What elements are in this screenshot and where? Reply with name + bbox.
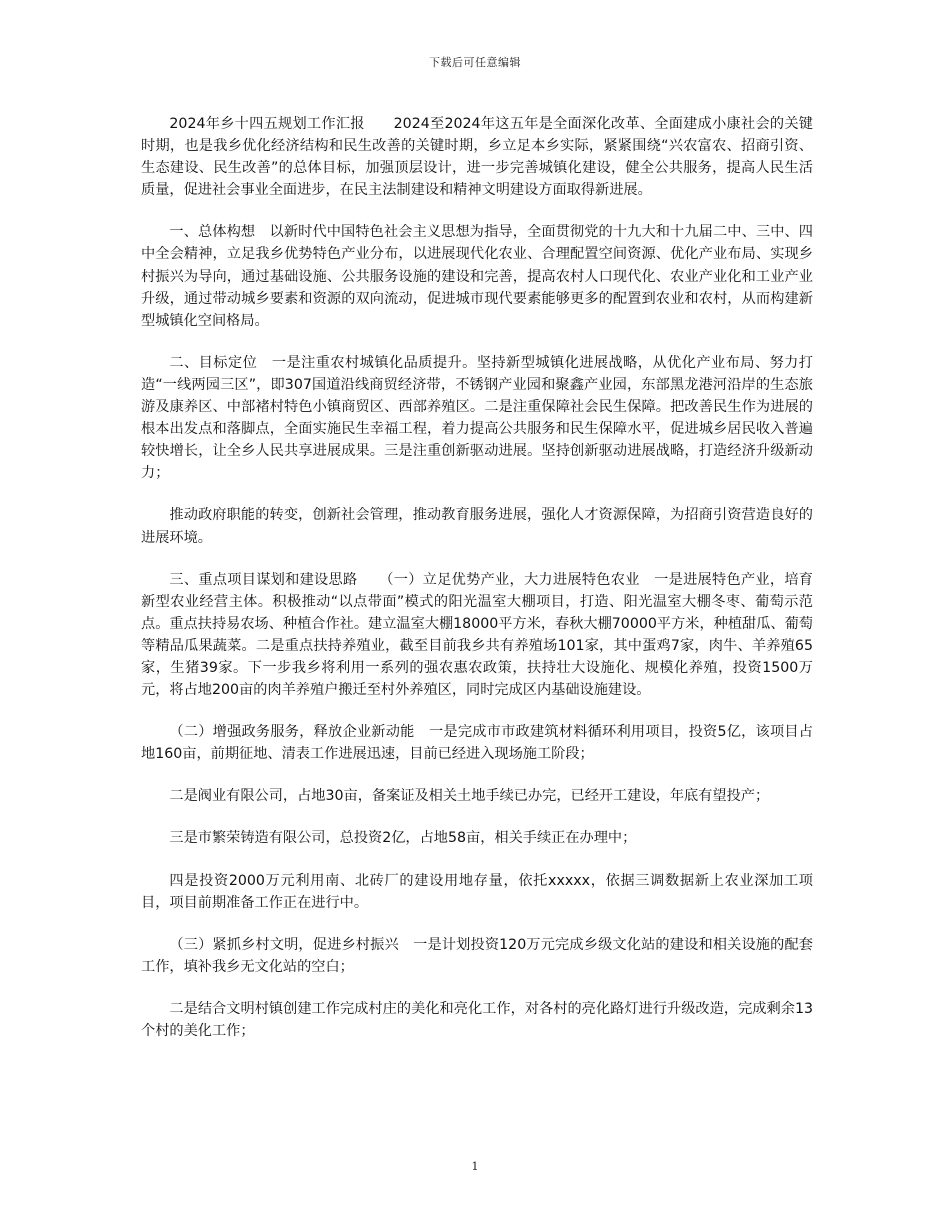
paragraph-rural-civilization: （三）紧抓乡村文明，促进乡村振兴 一是计划投资120万元完成乡级文化站的建设和相关设施的配套工作，填补我乡无文化站的空白； <box>141 936 813 975</box>
paragraph-foundry-company: 三是市繁荣铸造有限公司，总投资2亿，占地58亩，相关手续正在办理中； <box>169 830 637 847</box>
page-number: 1 <box>471 1160 479 1173</box>
paragraph-government-services: （二）增强政务服务，释放企业新动能 一是完成市市政建筑材料循环利用项目，投资5亿，该项目占地160亩，前期征地、清表工作进展迅速，目前已经进入现场施工阶段； <box>141 724 813 763</box>
paragraph-village-beautification: 二是结合文明村镇创建工作完成村庄的美化和亮化工作，对各村的亮化路灯进行升级改造，完成剩余13个村的美化工作； <box>141 1000 813 1039</box>
page-header: 下载后可任意编辑 <box>429 56 521 69</box>
paragraph-key-projects: 三、重点项目谋划和建设思路 （一）立足优势产业，大力进展特色农业 一是进展特色产业，培育新型农业经营主体。积极推动“以点带面”模式的阳光温室大棚项目，打造、阳光温室大棚冬枣、葡萄示范点。重点扶持易农场、种植合作社。建立温室大棚18000平方米，春秋大棚70000平方米，种植甜瓜、葡萄等精品瓜果蔬菜。二是重点扶持养殖业，截至目前我乡共有养殖场101家，其中蛋鸡7家，肉牛、羊养殖65家，生猪39家。下一步我乡将利用一系列的强农惠农政策，扶持壮大设施化、规模化养殖，投资1500万元，将占地200亩的肉羊养殖户搬迁至村外养殖区，同时完成区内基础设施建设。 <box>141 571 813 699</box>
paragraph-overall-concept: 一、总体构想 以新时代中国特色社会主义思想为指导，全面贯彻党的十九大和十九届二中、三中、四中全会精神，立足我乡优势特色产业分布，以进展现代化农业、合理配置空间资源、优化产业布局、实现乡村振兴为导向，通过基础设施、公共服务设施的建设和完善，提高农村人口现代化、农业产业化和工业产业升级，通过带动城乡要素和资源的双向流动，促进城市现代要素能够更多的配置到农业和农村，从而构建新型城镇化空间格局。 <box>141 224 813 329</box>
paragraph-brick-factory: 四是投资2000万元利用南、北砖厂的建设用地存量，依托xxxxx，依据三调数据新上农业深加工项目，项目前期准备工作正在进行中。 <box>141 872 813 911</box>
paragraph-valve-company: 二是阀业有限公司，占地30亩，备案证及相关土地手续已办完，已经开工建设，年底有望投产； <box>169 788 770 805</box>
paragraph-target-positioning: 二、目标定位 一是注重农村城镇化品质提升。坚持新型城镇化进展战略，从优化产业布局、努力打造“一线两园三区”，即307国道沿线商贸经济带，不锈钢产业园和聚鑫产业园，东部黑龙港河沿岸的生态旅游及康养区、中部褚村特色小镇商贸区、西部养殖区。二是注重保障社会民生保障。把改善民生作为进展的根本出发点和落脚点，全面实施民生幸福工程，着力提高公共服务和民生保障水平，促进城乡居民收入普遍较快增长，让全乡人民共享进展成果。三是注重创新驱动进展。坚持创新驱动进展战略，打造经济升级新动力； <box>141 354 813 482</box>
paragraph-government-functions: 推动政府职能的转变，创新社会管理，推动教育服务进展，强化人才资源保障，为招商引资营造良好的进展环境。 <box>141 507 813 546</box>
paragraph-intro: 2024年乡十四五规划工作汇报 2024至2024年这五年是全面深化改革、全面建成小康社会的关键时期，也是我乡优化经济结构和民生改善的关键时期，乡立足本乡实际，紧紧围绕“兴农富农、招商引资、生态建设、民生改善”的总体目标，加强顶层设计，进一步完善城镇化建设，健全公共服务，提高人民生活质量，促进社会事业全面进步，在民主法制建设和精神文明建设方面取得新进展。 <box>141 116 813 199</box>
document-body <box>141 113 813 1062</box>
